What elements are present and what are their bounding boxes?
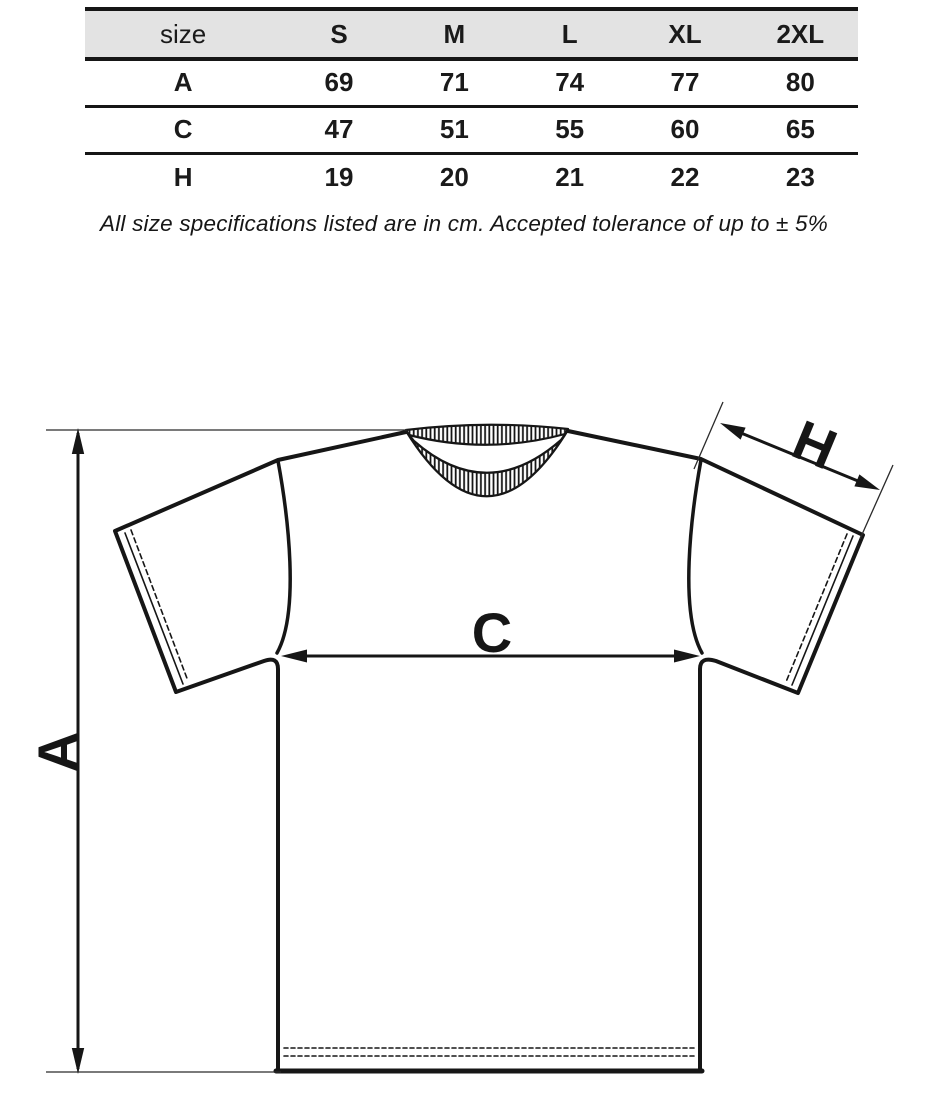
- left-armhole-seam: [277, 461, 290, 653]
- dimension-h-extension-right: [860, 465, 893, 539]
- value-h-m: 20: [439, 161, 469, 192]
- dimension-c-label: C: [471, 601, 513, 664]
- size-column-2xl: 2XL: [776, 18, 825, 49]
- measurement-row-h: [85, 153, 858, 200]
- right-cuff-stitch-solid: [792, 536, 853, 685]
- left-cuff-stitch-solid: [125, 533, 183, 684]
- row-label-a: A: [173, 67, 193, 98]
- value-a-l: 74: [555, 67, 585, 98]
- dimension-a-label: A: [26, 731, 89, 773]
- size-header-label: size: [160, 18, 207, 49]
- dimension-c: [281, 601, 700, 664]
- dimension-c-arrowhead-right: [674, 650, 700, 663]
- dimension-h-arrowhead-left: [720, 423, 746, 440]
- value-c-xl: 60: [670, 114, 700, 144]
- value-a-m: 71: [439, 67, 469, 98]
- dimension-c-arrowhead-left: [281, 650, 307, 663]
- value-a-2xl: 80: [785, 67, 815, 98]
- dimension-h-extension-left: [694, 402, 723, 469]
- size-column-xl: XL: [668, 18, 702, 49]
- left-cuff-stitch-dashed: [131, 530, 188, 681]
- value-a-xl: 77: [670, 67, 700, 98]
- size-column-l: L: [561, 18, 578, 49]
- value-h-l: 21: [555, 161, 585, 192]
- tshirt-drawing: [115, 425, 863, 1071]
- measurement-row-a: [85, 59, 858, 106]
- row-label-c: C: [173, 114, 193, 144]
- row-label-h: H: [173, 161, 193, 192]
- tshirt-measurement-diagram: [0, 250, 928, 1104]
- value-h-xl: 22: [670, 161, 700, 192]
- value-a-s: 69: [324, 67, 354, 98]
- value-h-2xl: 23: [785, 161, 815, 192]
- dimension-a-arrowhead-up: [72, 428, 84, 454]
- collar-top-band: [406, 425, 568, 445]
- value-c-l: 55: [555, 114, 585, 144]
- size-chart-table: [85, 7, 858, 200]
- right-armhole-seam: [689, 460, 702, 653]
- measurement-row-c: [85, 106, 858, 153]
- size-column-m: M: [443, 18, 466, 49]
- value-h-s: 19: [324, 161, 354, 192]
- dimension-a-arrowhead-down: [72, 1048, 84, 1074]
- size-chart-header-row: [85, 9, 858, 59]
- tshirt-left-outline: [115, 432, 406, 1069]
- tshirt-right-outline: [568, 431, 863, 1069]
- dimension-h-label: H: [784, 407, 846, 482]
- dimension-h-arrowhead-right: [854, 474, 880, 490]
- value-c-s: 47: [324, 114, 354, 144]
- size-column-s: S: [330, 18, 348, 49]
- value-c-m: 51: [439, 114, 469, 144]
- tolerance-note: All size specifications listed are in cm. Accepted tolerance of up to ± 5%: [100, 211, 828, 236]
- right-cuff-stitch-dashed: [786, 534, 847, 682]
- dimension-a: [26, 428, 407, 1074]
- value-c-2xl: 65: [785, 114, 815, 144]
